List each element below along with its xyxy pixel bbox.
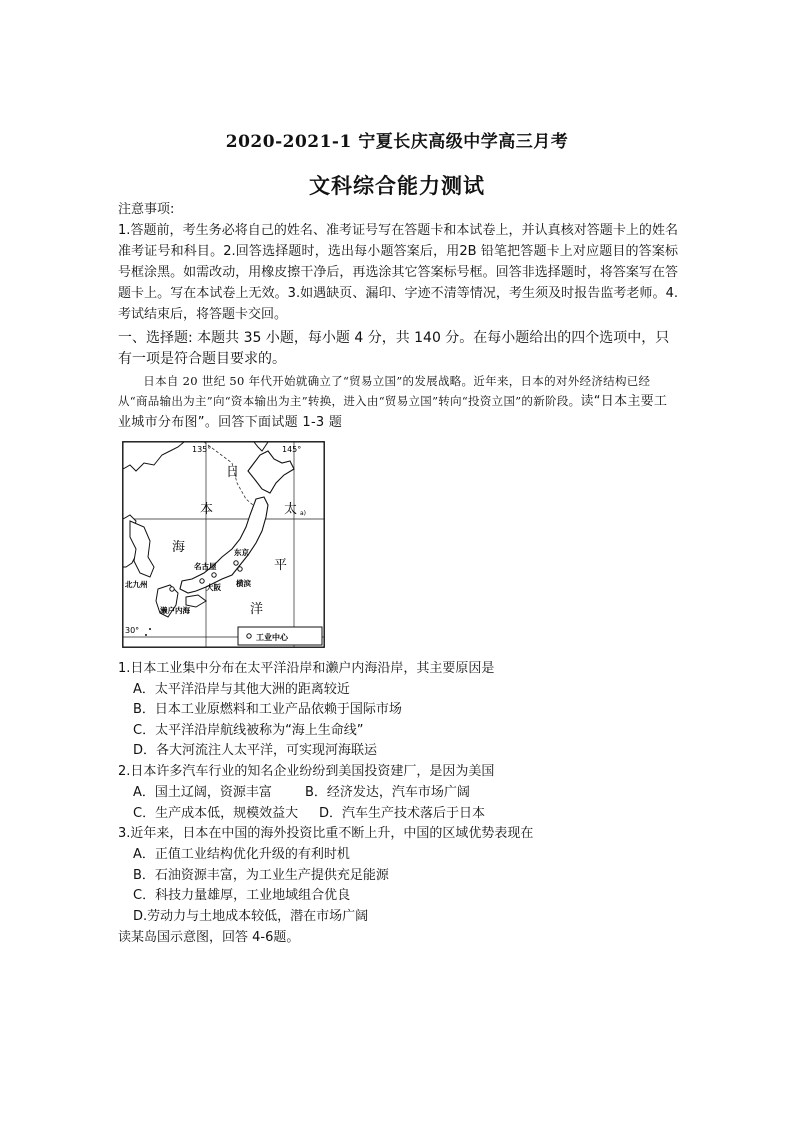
question-1-option-d: D．各大河流注人太平洋，可实现河海联运 [133, 743, 378, 758]
question-3-option-a: A．正值工业结构优化升级的有利时机 [133, 847, 350, 862]
ocean-char-2: 平 [274, 558, 288, 573]
legend-label: 工业中心 [256, 633, 288, 642]
question-2-stem: 2.日本许多汽车行业的知名企业纷纷到美国投资建厂，是因为美国 [118, 764, 495, 779]
ryukyu-islet [145, 634, 147, 636]
ryukyu-islet [149, 628, 151, 630]
subject-title: 文科综合能力测试 [309, 173, 485, 198]
passage-text: 日本自 20 世纪 50 年代开始就确立了“贸易立国”的发展战略。近年来，日本的对外经济结构已经从“商品输出为主”向“资本输出为主”转换，进入由“贸易立国”转向“投资立国”的新阶段。 [118, 374, 651, 408]
sea-char-2: 本 [200, 502, 214, 517]
question-2-option-c: C．生产成本低，规模效益大 [133, 806, 299, 821]
passage [118, 371, 678, 433]
sea-char-3: 海 [172, 540, 186, 555]
notice-label: 注意事项: [118, 202, 175, 217]
city-marker-nagoya [212, 573, 216, 577]
ocean-mark: a) [300, 510, 307, 517]
question-3-option-d: D.劳动力与土地成本较低，潜在市场广阔 [133, 909, 369, 924]
section-heading: 一、选择题: 本题共 35 小题，每小题 4 分，共 140 分。在每小题给出的四个选项中，只有一项是符合题目要求的。 [118, 330, 670, 367]
lat-label-30: 30° [125, 626, 140, 635]
question-1-option-b: B．日本工业原燃料和工业产品依赖于国际市场 [133, 702, 402, 717]
city-marker-kitakyushu [170, 587, 174, 591]
city-label-osaka: 大阪 [206, 583, 221, 592]
lon-label-145: 145° [282, 445, 302, 454]
question-2-option-b: B．经济发达，汽车市场广阔 [305, 785, 470, 800]
city-label-tokyo: 东京 [234, 548, 249, 557]
notice-body: 1.答题前，考生务必将自己的姓名、准考证号写在答题卡和本试卷上，并认真核对答题卡上的姓名准考证号和科目。2.回答选择题时，选出每小题答案后，用2B 铅笔把答题卡上对应题目的答案标号框涂黑。如需改动，用橡皮擦干净后，再选涂其它答案标号框。回答非选择题时，将答案写在答题卡上。写在本试卷上无效。3.如遇缺页、漏印、字迹不清等情况，考生须及时报告监考老师。4.考试结束后，将答题卡交回。 [118, 223, 678, 322]
question-3-option-b: B．石油资源丰富，为工业生产提供充足能源 [133, 868, 389, 883]
city-label-yokohama: 横滨 [236, 579, 251, 588]
question-2-option-a: A．国土辽阔，资源丰富 [133, 785, 272, 800]
city-marker-yokohama [238, 567, 242, 571]
question-1-stem: 1.日本工业集中分布在太平洋沿岸和濑户内海沿岸，其主要原因是 [118, 661, 495, 676]
passage-request: 读“日本主要工业城市分布图”。回答下面试题 1-3 题 [118, 394, 668, 430]
question-3-option-c: C．科技力量雄厚，工业地域组合优良 [133, 888, 351, 903]
question-1-option-a: A．太平洋沿岸与其他大洲的距离较近 [133, 682, 350, 697]
question-2-option-d: D．汽车生产技术落后于日本 [319, 806, 486, 821]
next-questions-prompt: 读某岛国示意图，回答 4-6题。 [118, 930, 300, 945]
legend-marker [247, 634, 251, 638]
japan-industrial-map [122, 441, 325, 648]
city-label-seto: 濑户内海 [160, 606, 190, 615]
exam-title: 2020-2021-1 宁夏长庆高级中学高三月考 [225, 132, 569, 152]
city-label-nagoya: 名古屋 [194, 562, 217, 571]
sea-char-1: 日 [226, 465, 240, 480]
question-1-option-c: C．太平洋沿岸航线被称为“海上生命线” [133, 723, 364, 738]
city-marker-osaka [200, 579, 204, 583]
question-3-stem: 3.近年来，日本在中国的海外投资比重不断上升，中国的区域优势表现在 [118, 826, 534, 841]
city-label-kitakyushu: 北九州 [125, 580, 148, 589]
ocean-char-3: 洋 [250, 602, 264, 617]
lon-label-135: 135° [192, 445, 212, 454]
ocean-char-1: 太 [284, 502, 298, 517]
city-marker-tokyo [234, 561, 238, 565]
